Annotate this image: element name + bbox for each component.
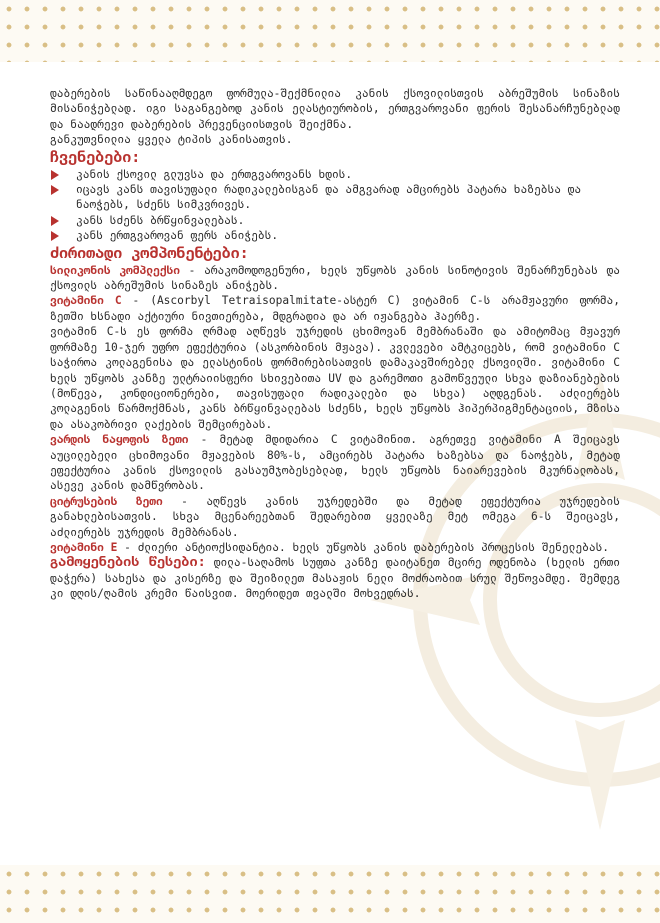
components-heading: ძირითადი კომპონენტები:: [50, 243, 249, 262]
decorative-pattern-bottom: [0, 865, 660, 923]
citrus-paragraph: ციტრუსების ზეთი - აღწევს კანის უჯრედებში და მეტად ეფექტურია უჯრედების განახლებისათვის. სხვა მცენარეებთან შედარებით ყველაზე მეტ ომეგა 6-ს შეიცავს, აძლიერებს უჯრედის მემბრანას.: [50, 494, 620, 539]
silicone-paragraph: სილიკონის კომპლექსი - არაკომოდოგენური, ხელს უწყობს კანის სინოტივის შენარჩუნებას და ქსოვილს აბრეშუმის სინაზეს ანიჭებს.: [50, 263, 620, 293]
vitamin-c-details: ვიტამინ C-ს ეს ფორმა ღრმად აღწევს უჯრედის ცხიმოვან მემბრანაში და ამიტომაც მჟავურ ფორმაზე 10-ჯერ უფრო ეფექტურია (ასკორბინის მჟავა). კვლევები ამტკიცებს, რომ ვიტამინი C საჭიროა კოლაგენისა და ელასტინის ფორმირებისათვის დამაკავშირებელ ქსოვილში. ვიტამინი C ხელს უწყობს კანზე ულტრაიისფერი სხივებითა UV და გარემოთი გამოწვეული სხვა დაზიანებების (მოწევა, კონდიციონერები, თავისუფალი რადიკალები და სხვა) აღდგენას. აძლიერებს კოლაგენის წარმოქმნას, კანს ბრწყინვალებას სძენს, ხელს უწყობს ჰიპერპიგმენტაციის, მზისა და ასაკობრივი ლაქების შემცირებას.: [50, 325, 620, 431]
ingredient-term: ვარდის ნაყოფის ზეთი: [50, 433, 189, 447]
vitamin-c-paragraph: ვიტამინი C - (Ascorbyl Tetraisopalmitate-ასტერ C) ვიტამინ C-ს არამჟავური ფორმა, ზეთში ხსნადი აქტიური ნივთიერება, მდგრადია და არ იჟანგება ჰაერზე.: [50, 294, 621, 323]
triangle-bullet-icon: [51, 231, 59, 241]
decorative-pattern-top: [0, 0, 660, 62]
triangle-bullet-icon: [51, 170, 59, 180]
ingredient-term: სილიკონის კომპლექსი: [50, 263, 180, 277]
usage-paragraph: გამოყენების წესები: დილა-საღამოს სუფთა კანზე დაიტანეთ მცირე ოდენობა (ხელის ერთი დაჭერა) სახესა და კისერზე და შეიზილეთ მასაჟის ნელი მოძრაობით სრულ შეწოვამდე. შემდეგ კი დღის/ღამის კრემი წაისვით. მოერიდეთ თვალში მოხვედრას.: [50, 554, 620, 601]
triangle-bullet-icon: [51, 185, 59, 195]
ingredient-term: ვიტამინი C: [50, 294, 122, 308]
list-item: კანს ერთგვაროვან ფერს ანიჭებს.: [50, 228, 620, 243]
ingredient-term: ციტრუსების ზეთი: [50, 494, 163, 508]
list-item: კანის ქსოვილ გლუვსა და ერთგვაროვანს ხდის.: [50, 167, 620, 182]
usage-heading: გამოყენების წესები:: [50, 554, 206, 571]
suitable-note: განკუთვნილია ყველა ტიპის კანისათვის.: [50, 133, 293, 147]
ingredient-term: ვიტამინი E: [50, 540, 118, 554]
list-item: კანს სძენს ბრწყინვალებას.: [50, 213, 620, 228]
triangle-bullet-icon: [51, 216, 59, 226]
document-body: [50, 86, 620, 602]
list-item: იცავს კანს თავისუფალი რადიკალებისგან და ამგვარად ამცირებს პატარა ხაზებსა და ნაოჭებს, სძენს სიმკვრივეს.: [50, 182, 620, 213]
rosehip-paragraph: ვარდის ნაყოფის ზეთი - მეტად მდიდარია C ვიტამინით. აგრეთვე ვიტამინი A შეიცავს აუცილებელი ცხიმოვანი მჟავების 80%-ს, ამცირებს პატარა ხაზებსა და ნაოჭებს, მეტად ეფექტურია კანის ქსოვილის გასაუმჯობესებლად, ხელს უწყობს ნაიარევების მკურნალობას, ასევე კანის დამწვრობას.: [50, 433, 620, 493]
vitamin-e-paragraph: ვიტამინი E - ძლიერი ანტიოქსიდანტია. ხელს უწყობს კანის დაბერების პროცესის შენელებას.: [50, 540, 610, 554]
indications-heading: ჩვენებები:: [50, 147, 141, 166]
intro-paragraph: დაბერების საწინააღმდეგო ფორმულა-შექმნილია კანის ქსოვილისთვის აბრეშუმის სინაზის მისანიჭებლად. იგი საგანგებოდ კანის ელასტიურობის, ერთგვაროვანი ფერის შესანარჩუნებლად და ნაადრევი დაბერების პრევენციისთვის შეიქმნა.: [50, 87, 620, 131]
indications-list: [50, 167, 620, 244]
